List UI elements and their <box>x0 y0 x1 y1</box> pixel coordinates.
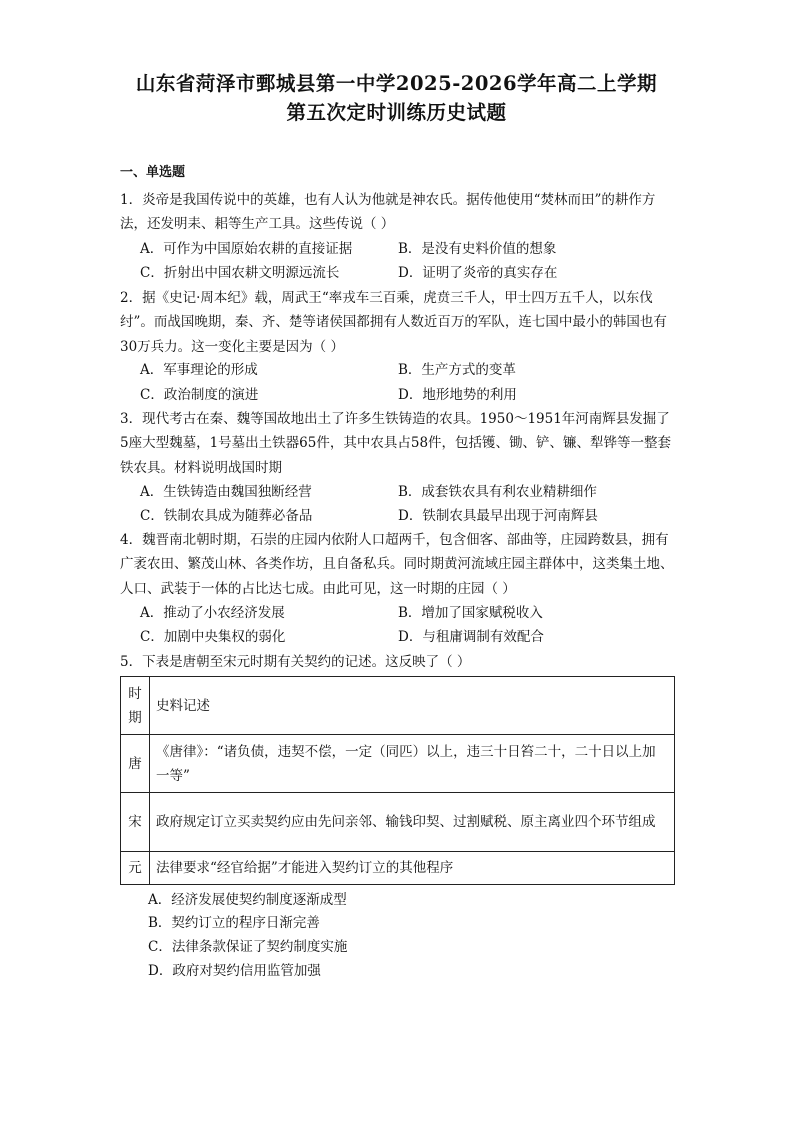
question-4-option-c: C．加剧中央集权的弱化 <box>140 629 286 645</box>
table-cell-record: 政府规定订立买卖契约应由先问亲邻、输钱印契、过割赋税、原主离业四个环节组成 <box>150 793 675 852</box>
table-cell-period: 唐 <box>121 735 150 793</box>
table-cell-period: 宋 <box>121 793 150 852</box>
question-5-option-b: B．契约订立的程序日渐完善 <box>148 915 320 931</box>
table-row <box>121 735 675 793</box>
section-heading: 一、单选题 <box>120 165 186 180</box>
question-5-option-a: A．经济发展使契约制度逐渐成型 <box>148 892 347 908</box>
question-2-option-c: C．政治制度的演进 <box>140 387 259 403</box>
question-2-stem: 2．据《史记·周本纪》载，周武王“率戎车三百乘，虎贲三千人，甲士四万五千人，以东伐纣”。而战国晚期，秦、齐、楚等诸侯国都拥有人数近百万的军队，连七国中最小的韩国也有30万兵力。这一变化主要是因为（ ） <box>120 290 667 355</box>
question-4-option-b: B．增加了国家赋税收入 <box>398 605 543 621</box>
question-3-stem: 3．现代考古在秦、魏等国故地出土了许多生铁铸造的农具。1950～1951年河南辉县发掘了5座大型魏墓，1号墓出土铁器65件，其中农具占58件，包括镬、锄、铲、镰、犁铧等一整套铁农具。材料说明战国时期 <box>120 411 672 476</box>
table-header-record: 史料记述 <box>150 677 675 735</box>
question-1-option-a: A．可作为中国原始农耕的直接证据 <box>140 241 353 257</box>
table-row <box>121 852 675 885</box>
question-1-option-b: B．是没有史料价值的想象 <box>398 241 557 257</box>
exam-title-line2: 第五次定时训练历史试题 <box>286 101 507 124</box>
contract-table <box>120 676 675 885</box>
question-3-option-b: B．成套铁农具有利农业精耕细作 <box>398 484 597 500</box>
question-5-option-d: D．政府对契约信用监管加强 <box>148 963 321 979</box>
question-2-option-d: D．地形地势的利用 <box>398 387 517 403</box>
question-1-option-c: C．折射出中国农耕文明源远流长 <box>140 265 340 281</box>
question-4-option-a: A．推动了小农经济发展 <box>140 605 285 621</box>
question-2-option-b: B．生产方式的变革 <box>398 362 516 378</box>
question-5-stem: 5．下表是唐朝至宋元时期有关契约的记述。这反映了（ ） <box>120 654 471 670</box>
question-3-option-d: D．铁制农具最早出现于河南辉县 <box>398 508 598 524</box>
question-2-option-a: A．军事理论的形成 <box>140 362 258 378</box>
question-1-stem: 1．炎帝是我国传说中的英雄，也有人认为他就是神农氏。据传他使用“焚林而田”的耕作方法，还发明耒、耜等生产工具。这些传说（ ） <box>120 192 656 233</box>
question-4-stem: 4．魏晋南北朝时期，石崇的庄园内依附人口超两千，包含佃客、部曲等，庄园跨数县，拥有广袤农田、繁茂山林、各类作坊，且自备私兵。同时期黄河流域庄园主群体中，这类集土地、人口、武装于一体的占比达七成。由此可见，这一时期的庄园（ ） <box>120 532 674 597</box>
table-row <box>121 793 675 852</box>
question-3-option-a: A．生铁铸造由魏国独断经营 <box>140 484 312 500</box>
question-5-option-c: C．法律条款保证了契约制度实施 <box>148 939 348 955</box>
question-4-option-d: D．与租庸调制有效配合 <box>398 629 544 645</box>
table-cell-period: 元 <box>121 852 150 885</box>
table-header-period: 时 期 <box>121 677 150 735</box>
question-1-option-d: D．证明了炎帝的真实存在 <box>398 265 558 281</box>
exam-title-line1: 山东省菏泽市鄄城县第一中学2025-2026学年高二上学期 <box>135 72 658 95</box>
table-cell-record: 法律要求“经官给据”才能进入契约订立的其他程序 <box>150 852 675 885</box>
table-cell-record: 《唐律》：“诸负债，违契不偿，一定（同匹）以上，违三十日笞二十，二十日以上加一等” <box>150 735 675 793</box>
question-3-option-c: C．铁制农具成为随葬必备品 <box>140 508 313 524</box>
table-header-row <box>121 677 675 735</box>
